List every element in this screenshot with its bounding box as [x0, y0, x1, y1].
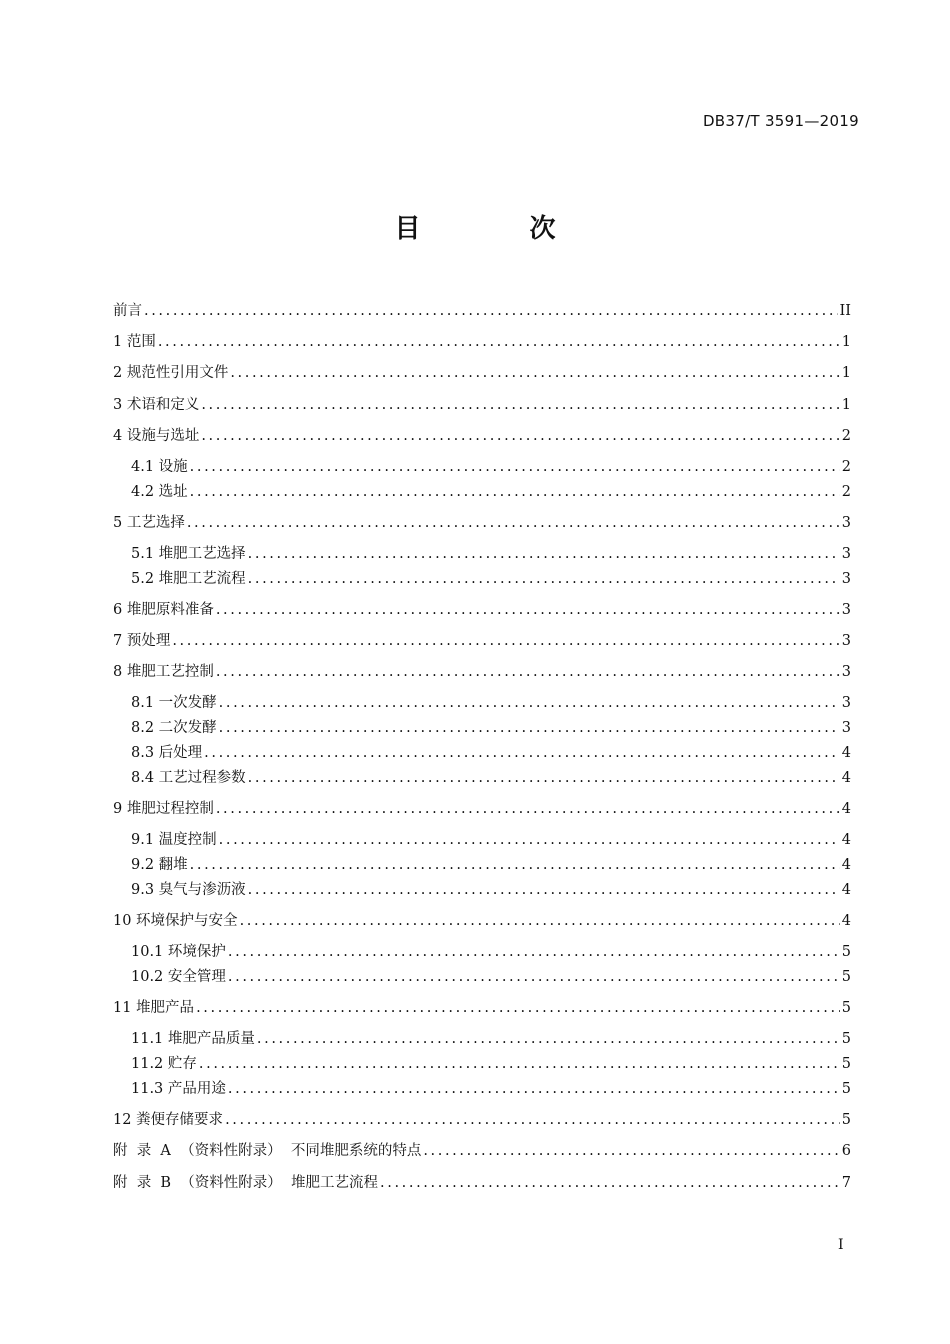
- toc-entry-page: II: [839, 303, 851, 319]
- toc-entry-page: 1: [841, 334, 851, 350]
- toc-entry-page: 4: [841, 770, 851, 786]
- toc-entry[interactable]: [131, 1052, 851, 1076]
- toc-entry-label: 9.3 臭气与渗沥液: [131, 882, 246, 898]
- toc-entry-label: 11.3 产品用途: [131, 1081, 226, 1097]
- toc-entry[interactable]: [113, 424, 851, 448]
- toc-entry-page: 1: [841, 397, 851, 413]
- toc-entry[interactable]: [113, 1139, 851, 1163]
- toc-entry-page: 5: [841, 1000, 851, 1016]
- toc-leader-dots: [228, 965, 840, 989]
- toc-entry-page: 4: [841, 882, 851, 898]
- toc-entry-label: 10 环境保护与安全: [113, 913, 238, 929]
- toc-leader-dots: [228, 940, 840, 964]
- toc-entry-page: 3: [841, 633, 851, 649]
- toc-entry-page: 1: [841, 365, 851, 381]
- toc-leader-dots: [228, 1077, 840, 1101]
- toc-entry[interactable]: [131, 716, 851, 740]
- toc-entry-label: 4.2 选址: [131, 484, 188, 500]
- toc-entry-page: 5: [841, 1112, 851, 1128]
- toc-entry-page: 7: [841, 1175, 851, 1191]
- toc-entry-label: 8.2 二次发酵: [131, 720, 217, 736]
- toc-entry[interactable]: [113, 629, 851, 653]
- toc-entry[interactable]: [131, 741, 851, 765]
- toc-entry-label: 8.4 工艺过程参数: [131, 770, 246, 786]
- toc-entry-label: 12 粪便存储要求: [113, 1112, 224, 1128]
- toc-entry-label: 5 工艺选择: [113, 515, 185, 531]
- page-title: 目 次: [394, 214, 606, 244]
- toc-entry-page: 6: [841, 1143, 851, 1159]
- toc-entry-label: 10.2 安全管理: [131, 969, 226, 985]
- toc-entry-label: 1 范围: [113, 334, 156, 350]
- toc-entry-page: 3: [841, 602, 851, 618]
- toc-entry[interactable]: [113, 660, 851, 684]
- toc-entry-page: 3: [841, 546, 851, 562]
- toc-entry-page: 3: [841, 571, 851, 587]
- toc-entry-page: 5: [841, 1031, 851, 1047]
- toc-leader-dots: [190, 480, 840, 504]
- toc-entry[interactable]: [113, 361, 851, 385]
- toc-entry-page: 3: [841, 664, 851, 680]
- toc-entry[interactable]: [113, 330, 851, 354]
- toc-entry-page: 3: [841, 720, 851, 736]
- toc-entry-label: 8 堆肥工艺控制: [113, 664, 214, 680]
- toc-leader-dots: [187, 511, 840, 535]
- toc-leader-dots: [196, 996, 840, 1020]
- page-number: I: [838, 1237, 844, 1253]
- toc-entry-page: 2: [841, 484, 851, 500]
- toc-entry[interactable]: [131, 878, 851, 902]
- toc-entry[interactable]: [113, 1108, 851, 1132]
- toc-entry[interactable]: [131, 828, 851, 852]
- toc-entry-page: 5: [841, 1081, 851, 1097]
- toc-leader-dots: [219, 716, 840, 740]
- toc-entry-label: 附 录 B （资料性附录） 堆肥工艺流程: [113, 1175, 379, 1191]
- toc-entry[interactable]: [131, 940, 851, 964]
- toc-entry-page: 5: [841, 969, 851, 985]
- toc-leader-dots: [240, 909, 840, 933]
- toc-entry[interactable]: [113, 996, 851, 1020]
- toc-entry-label: 4 设施与选址: [113, 428, 200, 444]
- standard-code: DB37/T 3591—2019: [702, 112, 859, 130]
- toc-entry-label: 8.1 一次发酵: [131, 695, 217, 711]
- toc-leader-dots: [219, 828, 840, 852]
- toc-entry-label: 11.2 贮存: [131, 1056, 197, 1072]
- toc-entry-page: 3: [841, 695, 851, 711]
- toc-leader-dots: [201, 424, 839, 448]
- toc-entry-label: 5.2 堆肥工艺流程: [131, 571, 246, 587]
- toc-entry-label: 5.1 堆肥工艺选择: [131, 546, 246, 562]
- toc-entry[interactable]: [131, 567, 851, 591]
- toc-leader-dots: [230, 361, 839, 385]
- toc-leader-dots: [225, 1108, 840, 1132]
- toc-entry-label: 6 堆肥原料准备: [113, 602, 214, 618]
- toc-entry-page: 2: [841, 428, 851, 444]
- toc-entry-page: 3: [841, 515, 851, 531]
- toc-entry-label: 3 术语和定义: [113, 397, 200, 413]
- toc-entry-page: 4: [841, 832, 851, 848]
- toc-leader-dots: [204, 741, 840, 765]
- toc-entry-page: 4: [841, 745, 851, 761]
- toc-entry-label: 10.1 环境保护: [131, 944, 226, 960]
- toc-leader-dots: [199, 1052, 840, 1076]
- toc-leader-dots: [190, 853, 840, 877]
- toc-entry-page: 4: [841, 857, 851, 873]
- toc-entry[interactable]: [131, 691, 851, 715]
- toc-entry[interactable]: [131, 965, 851, 989]
- toc-entry-page: 5: [841, 1056, 851, 1072]
- toc-entry[interactable]: [131, 766, 851, 790]
- toc-leader-dots: [144, 299, 838, 323]
- toc-leader-dots: [248, 567, 840, 591]
- toc-leader-dots: [216, 797, 840, 821]
- toc-entry-label: 11 堆肥产品: [113, 1000, 195, 1016]
- toc-entry[interactable]: [131, 1077, 851, 1101]
- toc-entry[interactable]: [113, 1171, 851, 1195]
- toc-entry-page: 4: [841, 801, 851, 817]
- toc-leader-dots: [216, 660, 840, 684]
- toc-entry-label: 4.1 设施: [131, 459, 188, 475]
- toc-entry[interactable]: [113, 909, 851, 933]
- toc-entry-page: 2: [841, 459, 851, 475]
- toc-entry-label: 7 预处理: [113, 633, 171, 649]
- toc-entry-label: 11.1 堆肥产品质量: [131, 1031, 255, 1047]
- toc-entry[interactable]: [131, 1027, 851, 1051]
- toc-entry[interactable]: [131, 455, 851, 479]
- toc-leader-dots: [248, 542, 840, 566]
- toc-leader-dots: [248, 878, 840, 902]
- toc-entry[interactable]: [113, 598, 851, 622]
- toc-leader-dots: [423, 1139, 839, 1163]
- toc-entry[interactable]: [113, 299, 851, 323]
- toc-entry[interactable]: [113, 393, 851, 417]
- toc-entry-label: 9 堆肥过程控制: [113, 801, 214, 817]
- toc-leader-dots: [158, 330, 840, 354]
- toc-leader-dots: [172, 629, 839, 653]
- toc-leader-dots: [190, 455, 840, 479]
- toc-entry-label: 2 规范性引用文件: [113, 365, 229, 381]
- toc-entry[interactable]: [113, 511, 851, 535]
- toc-entry-label: 9.2 翻堆: [131, 857, 188, 873]
- toc-entry[interactable]: [113, 797, 851, 821]
- toc-leader-dots: [380, 1171, 840, 1195]
- toc-entry-label: 附 录 A （资料性附录） 不同堆肥系统的特点: [113, 1143, 422, 1159]
- toc-entry-label: 8.3 后处理: [131, 745, 203, 761]
- toc-entry-page: 5: [841, 944, 851, 960]
- toc-leader-dots: [219, 691, 840, 715]
- toc-entry-label: 9.1 温度控制: [131, 832, 217, 848]
- toc-entry-page: 4: [841, 913, 851, 929]
- toc-leader-dots: [201, 393, 839, 417]
- toc-entry-label: 前言: [113, 303, 142, 319]
- toc-leader-dots: [257, 1027, 840, 1051]
- toc-entry[interactable]: [131, 542, 851, 566]
- toc-entry[interactable]: [131, 853, 851, 877]
- toc-leader-dots: [216, 598, 840, 622]
- toc-entry[interactable]: [131, 480, 851, 504]
- toc-leader-dots: [248, 766, 840, 790]
